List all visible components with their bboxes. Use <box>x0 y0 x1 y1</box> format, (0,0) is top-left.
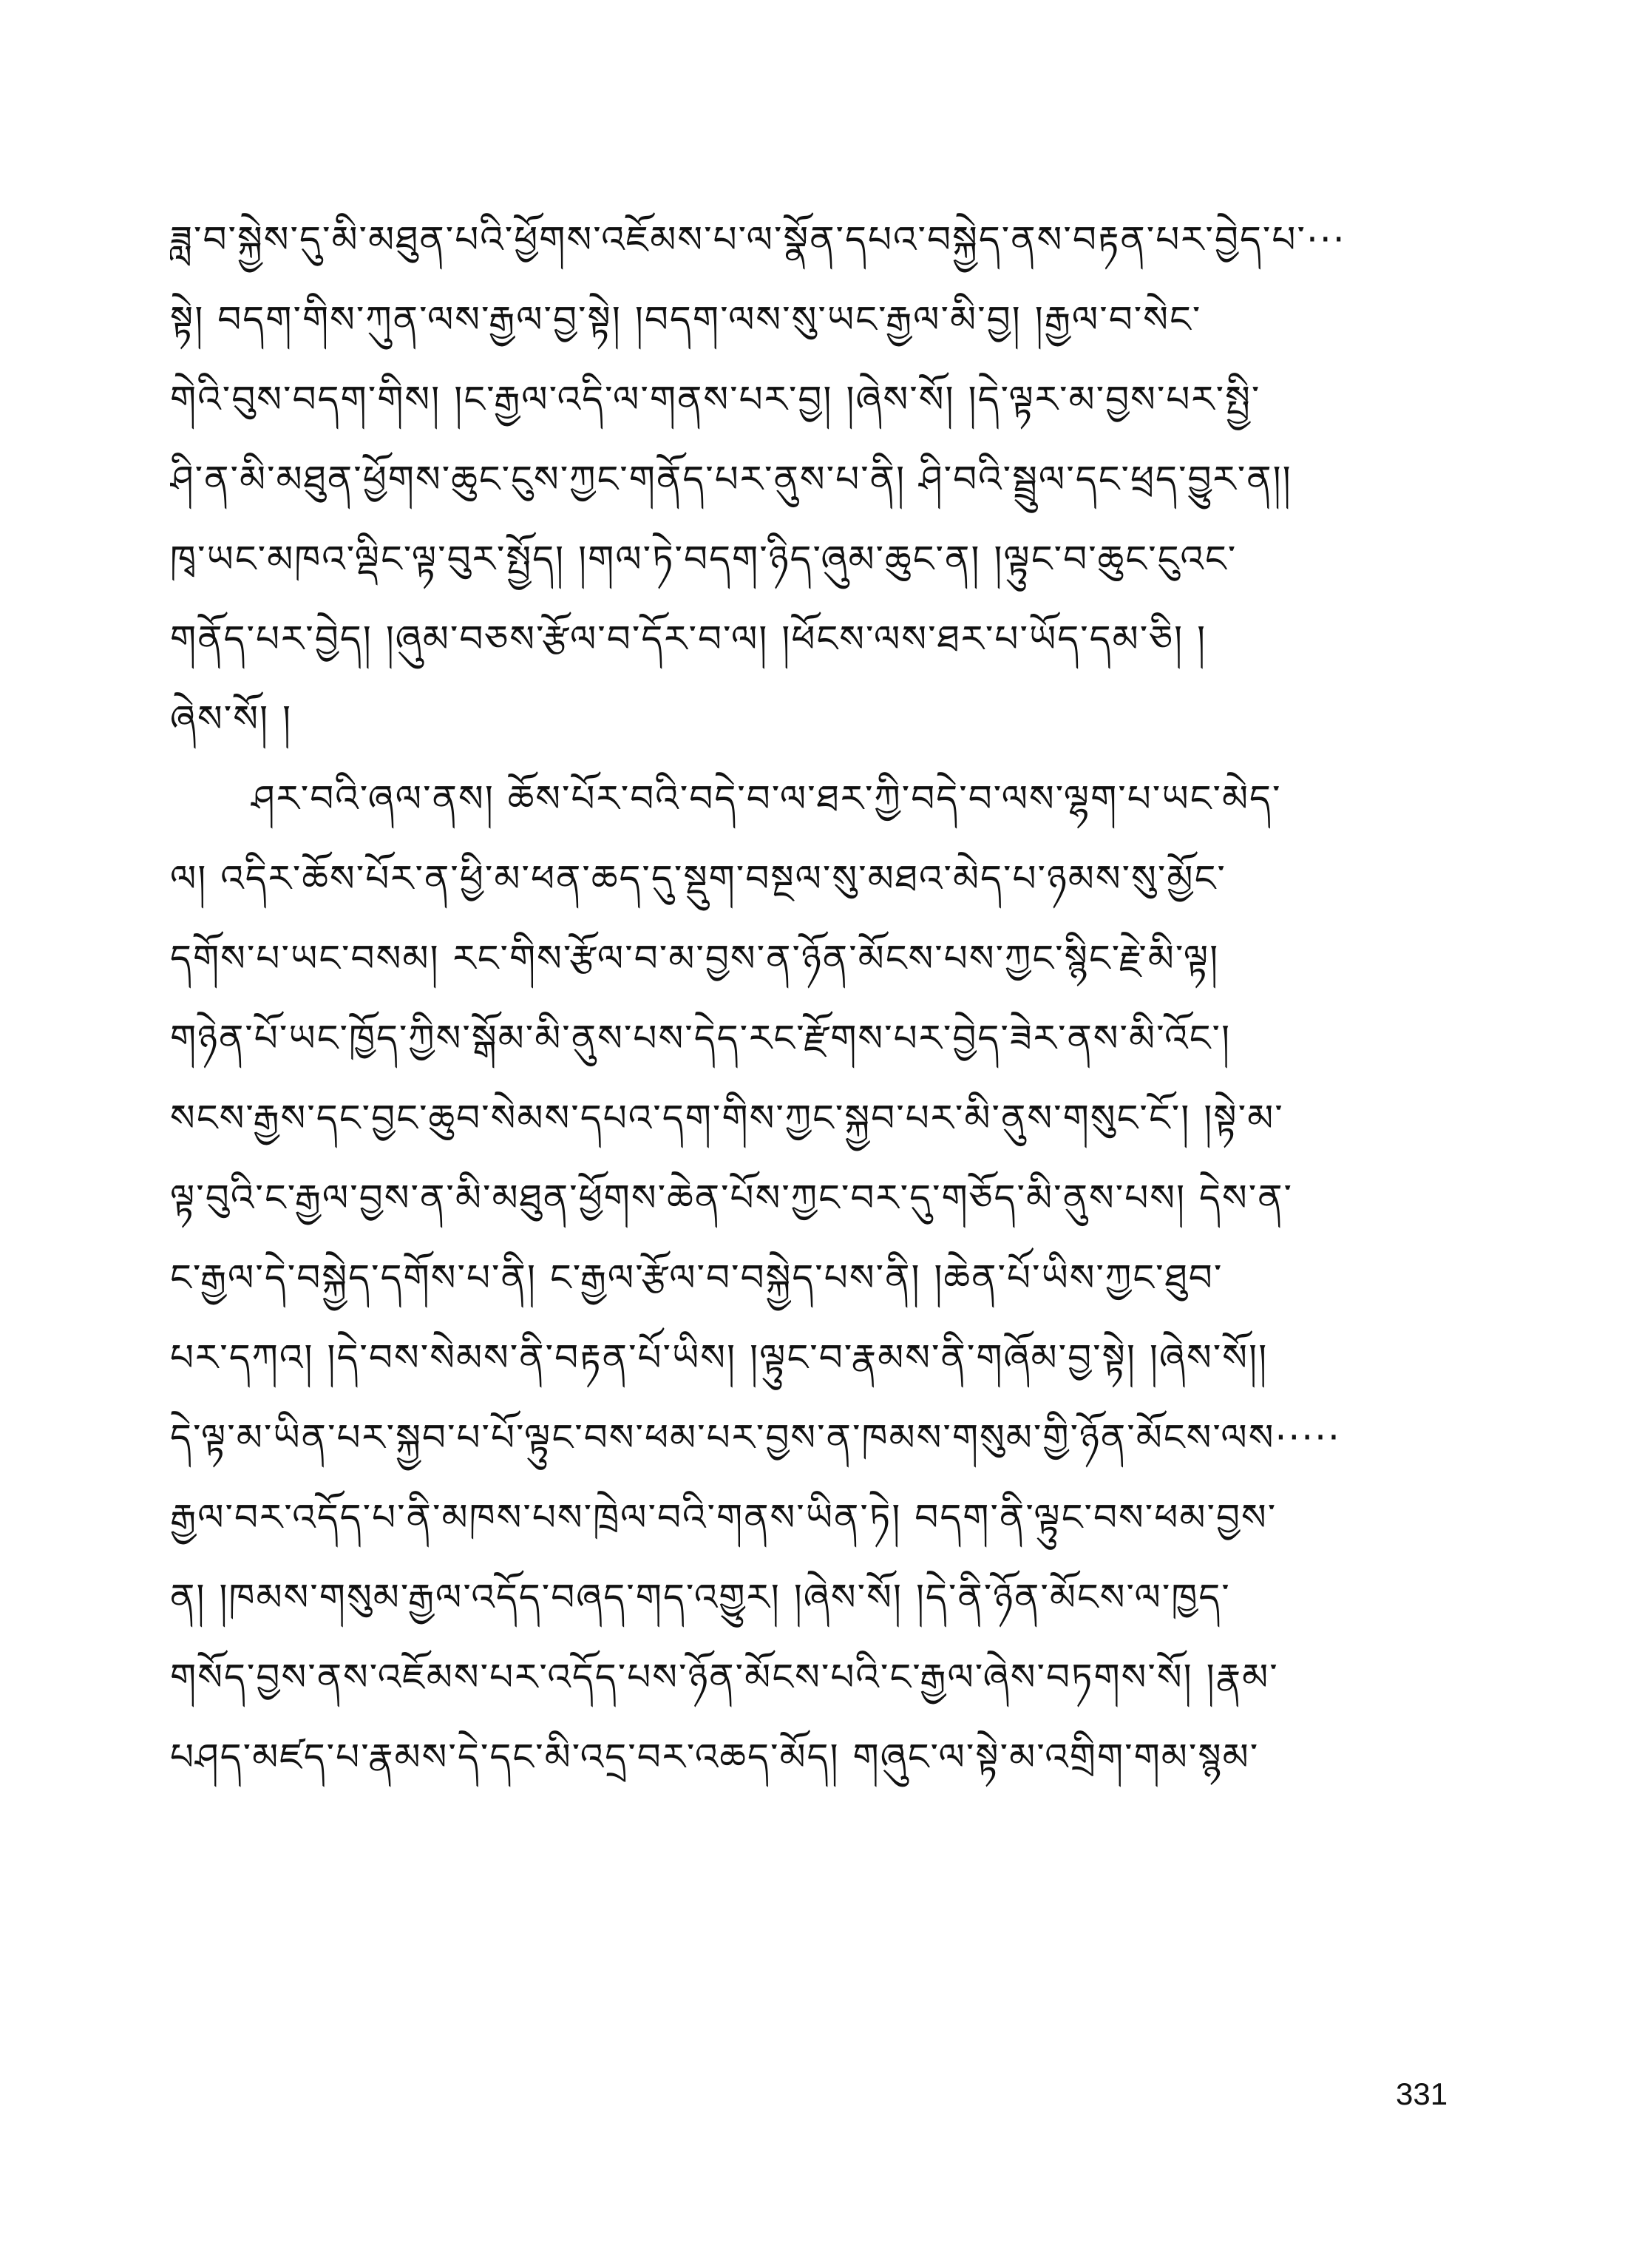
text-line: སངས་རྒྱས་དང་བྱང་ཆུབ་སེམས་དཔའ་དག་གིས་ཀྱང་སྐྱབ་པར་མི་ནུས་གསུང་ངོ་། །སྟེ་མ་ <box>170 1097 1284 1140</box>
text-line: པཤད་མཛད་པ་རྣམས་དེ་དང་མི་འདྲ་བར་འཆད་མོད། གཞུང་ལ་སྟེ་མ་འགྲིག་གམ་སྙམ་ <box>170 1736 1260 1778</box>
text-line: གེའི་བུས་བདག་གིས། །ང་རྒྱལ་འདི་ལ་གནས་པར་བྱ། །ཞེས་སོ། །དེ་ལྟར་མ་བྱས་པར་སྤྱི་ <box>170 378 1261 421</box>
text-line: དགོས་པ་ཡང་བསམ། རང་གིས་རྩོལ་བ་མ་བྱས་ན་ཉོན་མོངས་པས་ཀྱང་སྙིང་རྗེ་མི་ལྟ། <box>170 937 1220 980</box>
text-line: ཤི་ན་མི་མཐུན་ཕྱོགས་ཆུང་ངུས་ཀྱང་གནོད་པར་ནུས་པ་ནི། ཤི་བའི་སྦྲུལ་དང་ཕྲད་བྱུར་ན།། <box>170 458 1292 501</box>
page-number: 331 <box>1396 2076 1448 2111</box>
text-line: ཁྭ་ཡང་མཁའ་ལྡིང་ལྟ་བུར་སྤྱོད། །གལ་ཏེ་བདག་ཉིད་ཞུམ་ཆུང་ན། །ལྟུང་བ་ཆུང་ངུའང་ <box>170 538 1238 580</box>
text-line: ང་རྒྱལ་དེ་བསྐྱེད་དགོས་པ་ནི། ང་རྒྱལ་རྩོལ་བ་བསྐྱེད་པས་ནི། །ཆེན་པོ་ཡིས་ཀྱང་ཐུབ་ <box>170 1256 1224 1299</box>
text-line: ཟླ་བ་སྐྱེས་དུ་མི་མཐུན་པའི་ཕྱོགས་འཇོམས་པ་ལ་སྣོན་དཔའ་བསྐྱེད་ནས་བརྟན་པར་བྱེད་པ་··· <box>170 218 1346 261</box>
text-line: དེ་ལྟ་མ་ཡིན་པར་སྐྱབ་པ་པོ་ལྟུང་བས་ཕམ་པར་བྱས་ན་ཁམས་གསུམ་གྱི་ཉོན་མོངས་ལས····· <box>170 1416 1341 1459</box>
paragraph-first-line: ཤར་བའི་ཞལ་ནས། ཆོས་པོར་བའི་བདེ་བ་ལ་ཐར་ཀྱི་བདེ་བ་ལས་ལྷག་པ་ཡང་མེད་ <box>251 777 1282 820</box>
text-line: ལྟ་བུའི་ང་རྒྱལ་བྱས་ན་མི་མཐུན་ཕྱོགས་ཆེན་པོས་ཀྱང་བར་དུ་གཅོད་མི་ནུས་པས། དེས་ན་ <box>170 1177 1294 1219</box>
text-line: ན། །ཁམས་གསུམ་རྒྱལ་འདོད་བཞད་གད་འགྱུར། །ཞེས་སོ། །དེ་ནི་ཉོན་མོངས་ལ་ཁྱད་ <box>170 1576 1231 1619</box>
text-line: སྟེ། བདག་གིས་ཀུན་ལས་རྒྱལ་བྱ་སྟེ། །བདག་ལས་སུ་ཡང་རྒྱལ་མི་བྱ། །རྒྱལ་བ་སེང་ <box>170 298 1202 341</box>
body-text <box>170 200 1456 1797</box>
text-line: གནོད་པར་བྱེད། །ཞུམ་བཅས་རྩོལ་བ་དོར་བ་ལ། །ཕོངས་ལས་ཐར་པ་ཡོད་དམ་ཅི། ། <box>170 617 1207 660</box>
text-line: པར་དཀའ། །དེ་བས་སེམས་ནི་བརྟན་པོ་ཡིས། །ལྟུང་བ་རྣམས་ནི་གཞོམ་བྱ་སྟེ། །ཞེས་སོ།། <box>170 1336 1269 1379</box>
text-line: གསོད་བྱས་ནས་འཇོམས་པར་འདོད་པས་ཉོན་མོངས་པའི་ང་རྒྱལ་ཞེས་བཏགས་སོ། །རྣམ་ <box>170 1656 1279 1699</box>
text-line: གཉེན་པོ་ཡང་ཁྱོད་ཀྱིས་སྒོམ་མི་ནུས་པས་དེད་རང་རྫོགས་པར་བྱེད་ཟེར་ནས་མི་འོང་། <box>170 1017 1232 1060</box>
text-line: ལ། འདིར་ཆོས་པོར་ན་ཕྱི་མ་ཕན་ཆད་དུ་སྡུག་བསྔལ་སུ་མཐའ་མེད་པ་ཉམས་སུ་མྱོང་ <box>170 857 1226 900</box>
text-line: ཞེས་སོ། ། <box>170 697 293 740</box>
text-line: རྒྱལ་བར་འདོད་པ་ནི་མཁས་པས་ཁྲེལ་བའི་གནས་ཡིན་ཏེ། བདག་ནི་ལྟུང་བས་ཕམ་བྱས་ <box>170 1496 1277 1539</box>
